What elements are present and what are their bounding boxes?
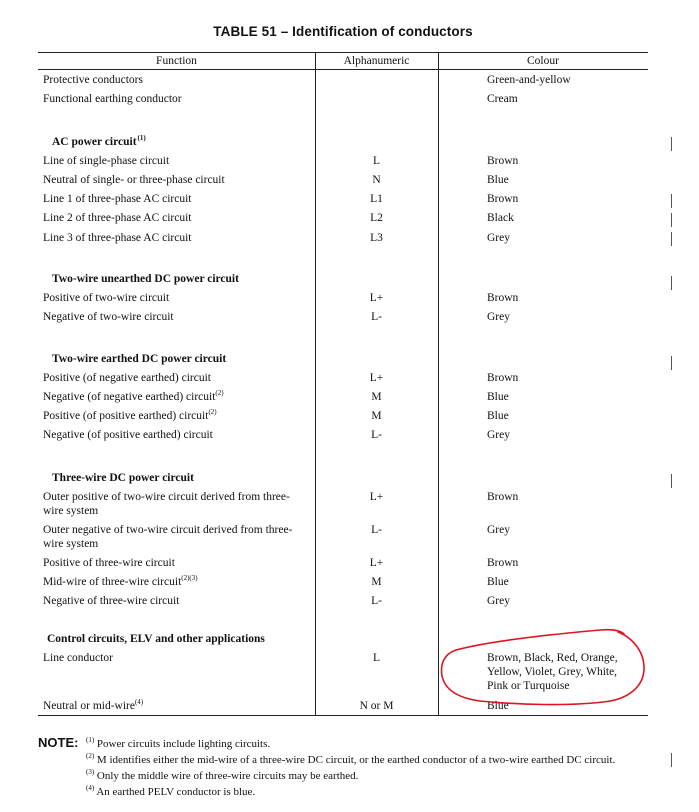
row-colour: Grey <box>487 524 510 536</box>
section-heading: AC power circuit $^{(1)}$ <box>52 134 146 148</box>
row-function: Neutral of single- or three-phase circuit <box>43 174 225 186</box>
row-alphanumeric: M <box>371 576 382 588</box>
row-colour: Brown <box>487 155 519 167</box>
row-alphanumeric: L- <box>371 429 382 441</box>
row-alphanumeric: L <box>372 155 381 167</box>
change-bar <box>671 356 672 370</box>
row-alphanumeric: L3 <box>370 232 383 244</box>
row-function: Functional earthing conductor <box>43 93 182 105</box>
table-title: TABLE 51 – Identification of conductors <box>213 24 473 39</box>
change-bar <box>671 753 672 767</box>
section-heading: Control circuits, ELV and other applications <box>47 633 265 645</box>
row-colour: Blue <box>487 391 509 403</box>
row-alphanumeric: M <box>371 410 382 422</box>
row-function: Negative (of positive earthed) circuit <box>43 429 213 441</box>
change-bar <box>671 232 672 246</box>
column-header-alphanumeric: Alphanumeric <box>343 55 410 67</box>
row-colour: Brown <box>487 193 519 205</box>
row-colour: Grey <box>487 311 510 323</box>
change-bar <box>671 194 672 208</box>
note-item: $^{(4)}$ An earthed PELV conductor is blue. <box>86 784 256 798</box>
row-function: Negative of two-wire circuit <box>43 311 174 323</box>
row-function: Outer positive of two-wire circuit derived from three-wire system <box>43 491 290 517</box>
row-function: Mid-wire of three-wire circuit$^{(2)(3)}$ <box>43 574 198 588</box>
note-item: $^{(1)}$ Power circuits include lighting circuits. <box>86 736 271 750</box>
row-colour: Blue <box>487 174 509 186</box>
row-colour: Blue <box>487 410 509 422</box>
row-alphanumeric: N <box>372 174 381 186</box>
row-alphanumeric: L+ <box>369 372 384 384</box>
row-colour: Blue <box>487 700 509 712</box>
row-function: Line 3 of three-phase AC circuit <box>43 232 192 244</box>
row-colour: Cream <box>487 93 518 105</box>
note-item: $^{(2)}$ M identifies either the mid-wire of a three-wire DC circuit, or the earthed conductor of a two-wire earthed DC circuit. <box>86 752 616 766</box>
row-colour: Grey <box>487 429 510 441</box>
column-header-colour: Colour <box>527 55 559 67</box>
row-function: Positive of three-wire circuit <box>43 557 175 569</box>
row-colour: Brown <box>487 372 519 384</box>
row-alphanumeric: M <box>371 391 382 403</box>
row-alphanumeric: L+ <box>369 557 384 569</box>
row-colour: Grey <box>487 232 510 244</box>
row-alphanumeric: L- <box>371 311 382 323</box>
row-colour: Brown <box>487 491 519 503</box>
row-function: Negative (of negative earthed) circuit$^{(2)}$ <box>43 389 224 403</box>
row-alphanumeric: L+ <box>369 491 384 503</box>
change-bar <box>671 213 672 227</box>
row-function: Negative of three-wire circuit <box>43 595 180 607</box>
row-function: Positive of two-wire circuit <box>43 292 170 304</box>
row-function: Positive (of negative earthed) circuit <box>43 372 211 384</box>
row-colour: Blue <box>487 576 509 588</box>
row-alphanumeric: L <box>372 652 381 664</box>
row-alphanumeric: L1 <box>370 193 383 205</box>
row-colour: Brown <box>487 292 519 304</box>
note-item: $^{(3)}$ Only the middle wire of three-wire circuits may be earthed. <box>86 768 359 782</box>
section-heading: Two-wire unearthed DC power circuit <box>52 273 239 285</box>
row-function: Outer negative of two-wire circuit derived from three-wire system <box>43 524 293 550</box>
row-colour: Brown <box>487 557 519 569</box>
row-function: Line 1 of three-phase AC circuit <box>43 193 192 205</box>
row-function: Line 2 of three-phase AC circuit <box>43 212 192 224</box>
row-function: Line of single-phase circuit <box>43 155 170 167</box>
section-heading: Two-wire earthed DC power circuit <box>52 353 227 365</box>
change-bar <box>671 137 672 151</box>
row-alphanumeric: L- <box>371 595 382 607</box>
row-colour: Grey <box>487 595 510 607</box>
row-alphanumeric: N or M <box>359 700 394 712</box>
row-alphanumeric: L- <box>371 524 382 536</box>
row-colour: Brown, Black, Red, Orange, Yellow, Violet, Grey, White, Pink or Turquoise <box>487 652 618 692</box>
row-function: Positive (of positive earthed) circuit$^{(2)}$ <box>43 408 217 422</box>
row-alphanumeric: L+ <box>369 292 384 304</box>
row-function: Protective conductors <box>43 74 143 86</box>
change-bar <box>671 276 672 290</box>
change-bar <box>671 474 672 488</box>
row-colour: Black <box>487 212 514 224</box>
section-heading: Three-wire DC power circuit <box>52 472 194 484</box>
notes-label: NOTE: <box>38 735 79 750</box>
row-function: Neutral or mid-wire$^{(4)}$ <box>43 698 144 712</box>
row-function: Line conductor <box>43 652 113 664</box>
row-alphanumeric: L2 <box>370 212 383 224</box>
row-colour: Green-and-yellow <box>487 74 571 86</box>
column-header-function: Function <box>156 55 197 67</box>
